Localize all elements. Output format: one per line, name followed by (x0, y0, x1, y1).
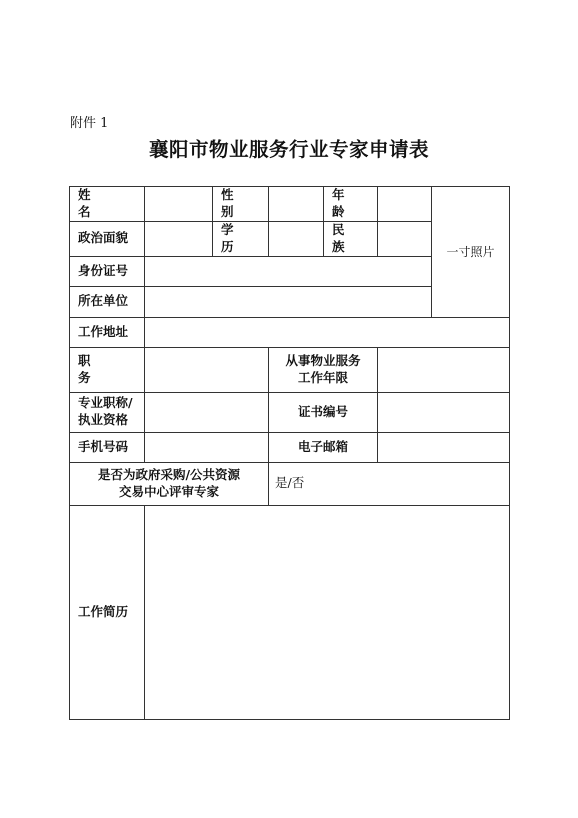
ethnicity-field[interactable] (378, 221, 432, 256)
address-field[interactable] (145, 317, 510, 347)
expert-label-line2: 交易中心评审专家 (118, 483, 219, 499)
expert-label (70, 462, 269, 505)
title-label (70, 392, 145, 432)
title-label-line2: 执业资格 (78, 412, 129, 427)
phone-label: 手机号码 (70, 432, 145, 462)
education-field[interactable] (269, 221, 324, 256)
political-label: 政治面貌 (70, 221, 145, 256)
education-label (213, 221, 269, 256)
age-label-text: 年 龄 (332, 187, 378, 219)
gender-label-text: 性 别 (221, 187, 267, 219)
position-label-text: 职 务 (78, 352, 132, 385)
political-field[interactable] (145, 221, 213, 256)
title-label-line1: 专业职称/ (78, 395, 133, 411)
id-label: 身份证号 (70, 256, 145, 286)
expert-field[interactable] (269, 462, 510, 505)
expert-label-line1: 是否为政府采购/公共资源 (97, 466, 241, 482)
application-form (69, 186, 510, 720)
ethnicity-label-text: 民 族 (332, 221, 378, 254)
name-label-text: 姓 名 (78, 187, 132, 219)
id-field[interactable] (145, 256, 432, 286)
unit-label: 所在单位 (70, 286, 145, 317)
name-field[interactable] (145, 187, 213, 222)
photo-label: 一寸照片 (446, 244, 495, 259)
years-label-line1: 从事物业服务 (285, 352, 361, 368)
years-label (269, 347, 378, 392)
page-title: 襄阳市物业服务行业专家申请表 (148, 138, 429, 161)
age-field[interactable] (378, 187, 432, 222)
resume-field[interactable] (145, 505, 510, 719)
position-field[interactable] (145, 347, 269, 392)
education-label-text: 学 历 (221, 221, 267, 254)
attachment-label: 附件 1 (70, 116, 109, 131)
cert-label: 证书编号 (269, 392, 378, 432)
unit-field[interactable] (145, 286, 432, 317)
cert-field[interactable] (378, 392, 510, 432)
title-field[interactable] (145, 392, 269, 432)
address-label: 工作地址 (70, 317, 145, 347)
resume-label: 工作简历 (70, 505, 145, 719)
email-field[interactable] (378, 432, 510, 462)
phone-field[interactable] (145, 432, 269, 462)
expert-value: 是/否 (275, 475, 305, 491)
ethnicity-label (324, 221, 378, 256)
years-label-line2: 工作年限 (297, 369, 348, 385)
gender-field[interactable] (269, 187, 324, 222)
name-label (70, 187, 145, 222)
gender-label (213, 187, 269, 222)
position-label (70, 347, 145, 392)
years-field[interactable] (378, 347, 510, 392)
photo-box[interactable] (432, 187, 510, 318)
age-label (324, 187, 378, 222)
email-label: 电子邮箱 (269, 432, 378, 462)
